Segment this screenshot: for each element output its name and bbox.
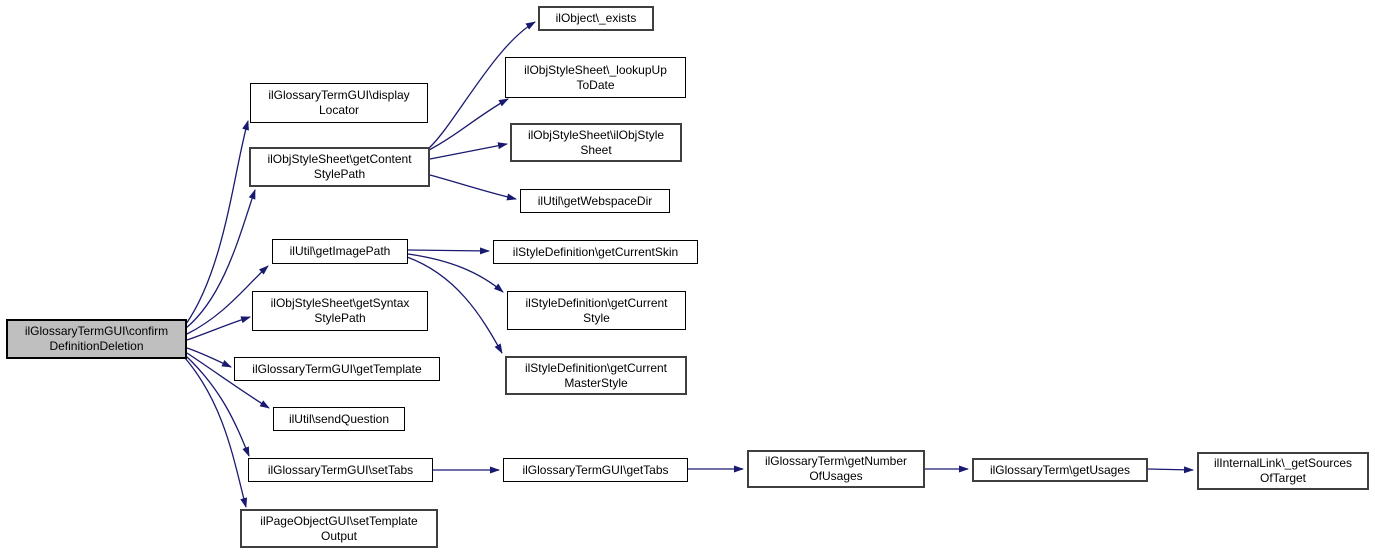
node-getTabs[interactable] bbox=[503, 458, 688, 482]
node-label-line: ilUtil\sendQuestion bbox=[288, 411, 390, 426]
node-label-line: ilGlossaryTermGUI\getTemplate bbox=[252, 361, 422, 376]
node-label-line: OfTarget bbox=[1259, 471, 1307, 485]
node-getCurrentSkin[interactable] bbox=[493, 240, 698, 264]
node-label-line: Output bbox=[320, 528, 358, 543]
node-label-line: ilObject\_exists bbox=[555, 11, 637, 25]
node-label-line: ilObjStyleSheet\ilObjStyle bbox=[527, 127, 665, 142]
node-lookupUpToDate[interactable] bbox=[505, 57, 686, 98]
node-label-line: ilInternalLink\_getSources bbox=[1213, 456, 1353, 470]
node-getCurrentMasterStyle[interactable] bbox=[505, 356, 687, 395]
node-exists[interactable] bbox=[538, 6, 654, 31]
node-label-line: ilGlossaryTerm\getNumber bbox=[764, 454, 908, 468]
node-label-line: StylePath bbox=[313, 167, 366, 181]
node-label-line: ilGlossaryTerm\getUsages bbox=[989, 462, 1131, 477]
node-label-line: Locator bbox=[318, 103, 360, 117]
node-label-line: ilPageObjectGUI\setTemplate bbox=[260, 513, 418, 528]
node-label-line: ilUtil\getWebspaceDir bbox=[537, 193, 653, 208]
node-label-line: ilUtil\getImagePath bbox=[289, 244, 391, 258]
node-getSourcesOfTarget[interactable] bbox=[1197, 452, 1369, 490]
node-getNumberOfUsages[interactable] bbox=[747, 450, 925, 488]
edge-getContentStylePath-to-lookupUpToDate bbox=[429, 99, 508, 150]
node-label-line: ToDate bbox=[576, 77, 615, 92]
node-label-line: ilGlossaryTermGUI\display bbox=[268, 88, 410, 102]
node-setTabs[interactable] bbox=[248, 458, 433, 482]
node-label-line: MasterStyle bbox=[564, 375, 628, 390]
edge-confirmDefinitionDeletion-to-displayLocator bbox=[186, 121, 248, 324]
node-label-line: ilStyleDefinition\getCurrent bbox=[524, 360, 668, 375]
node-setTemplateOutput[interactable] bbox=[240, 509, 438, 548]
node-getSyntaxStylePath[interactable] bbox=[252, 291, 428, 331]
node-displayLocator[interactable] bbox=[250, 83, 428, 123]
node-getUsages[interactable] bbox=[972, 458, 1148, 482]
node-label-line: Style bbox=[583, 310, 610, 325]
node-label-line: ilObjStyleSheet\getSyntax bbox=[270, 296, 410, 310]
node-label-line: ilGlossaryTermGUI\confirm bbox=[24, 324, 169, 338]
node-label-line: ilStyleDefinition\getCurrentSkin bbox=[512, 244, 679, 259]
node-label-line: ilGlossaryTermGUI\getTabs bbox=[522, 462, 669, 477]
node-label-line: StylePath bbox=[314, 311, 366, 325]
node-ilObjStyleSheet[interactable] bbox=[510, 123, 682, 162]
node-getCurrentStyle[interactable] bbox=[507, 291, 686, 330]
node-label-line: DefinitionDeletion bbox=[49, 339, 144, 353]
node-getContentStylePath[interactable] bbox=[249, 147, 430, 187]
node-label-line: ilObjStyleSheet\getContent bbox=[267, 152, 412, 166]
node-label-line: ilGlossaryTermGUI\setTabs bbox=[267, 462, 414, 477]
edge-getUsages-to-getSourcesOfTarget bbox=[1148, 469, 1193, 470]
node-confirmDefinitionDeletion bbox=[6, 319, 187, 359]
edge-getContentStylePath-to-ilObjStyleSheet bbox=[430, 144, 507, 159]
edge-getContentStylePath-to-getWebspaceDir bbox=[430, 175, 516, 199]
node-getWebspaceDir[interactable] bbox=[520, 189, 670, 213]
node-label-line: ilStyleDefinition\getCurrent bbox=[525, 295, 668, 310]
edge-getImagePath-to-getCurrentSkin bbox=[408, 250, 489, 251]
node-label-line: Sheet bbox=[580, 142, 612, 157]
node-getImagePath[interactable] bbox=[272, 239, 408, 264]
node-label-line: ilObjStyleSheet\_lookupUp bbox=[524, 62, 667, 77]
node-label-line: OfUsages bbox=[809, 469, 863, 483]
node-getTemplate[interactable] bbox=[234, 357, 440, 381]
node-sendQuestion[interactable] bbox=[273, 407, 405, 431]
edge-getImagePath-to-getCurrentStyle bbox=[408, 254, 503, 292]
